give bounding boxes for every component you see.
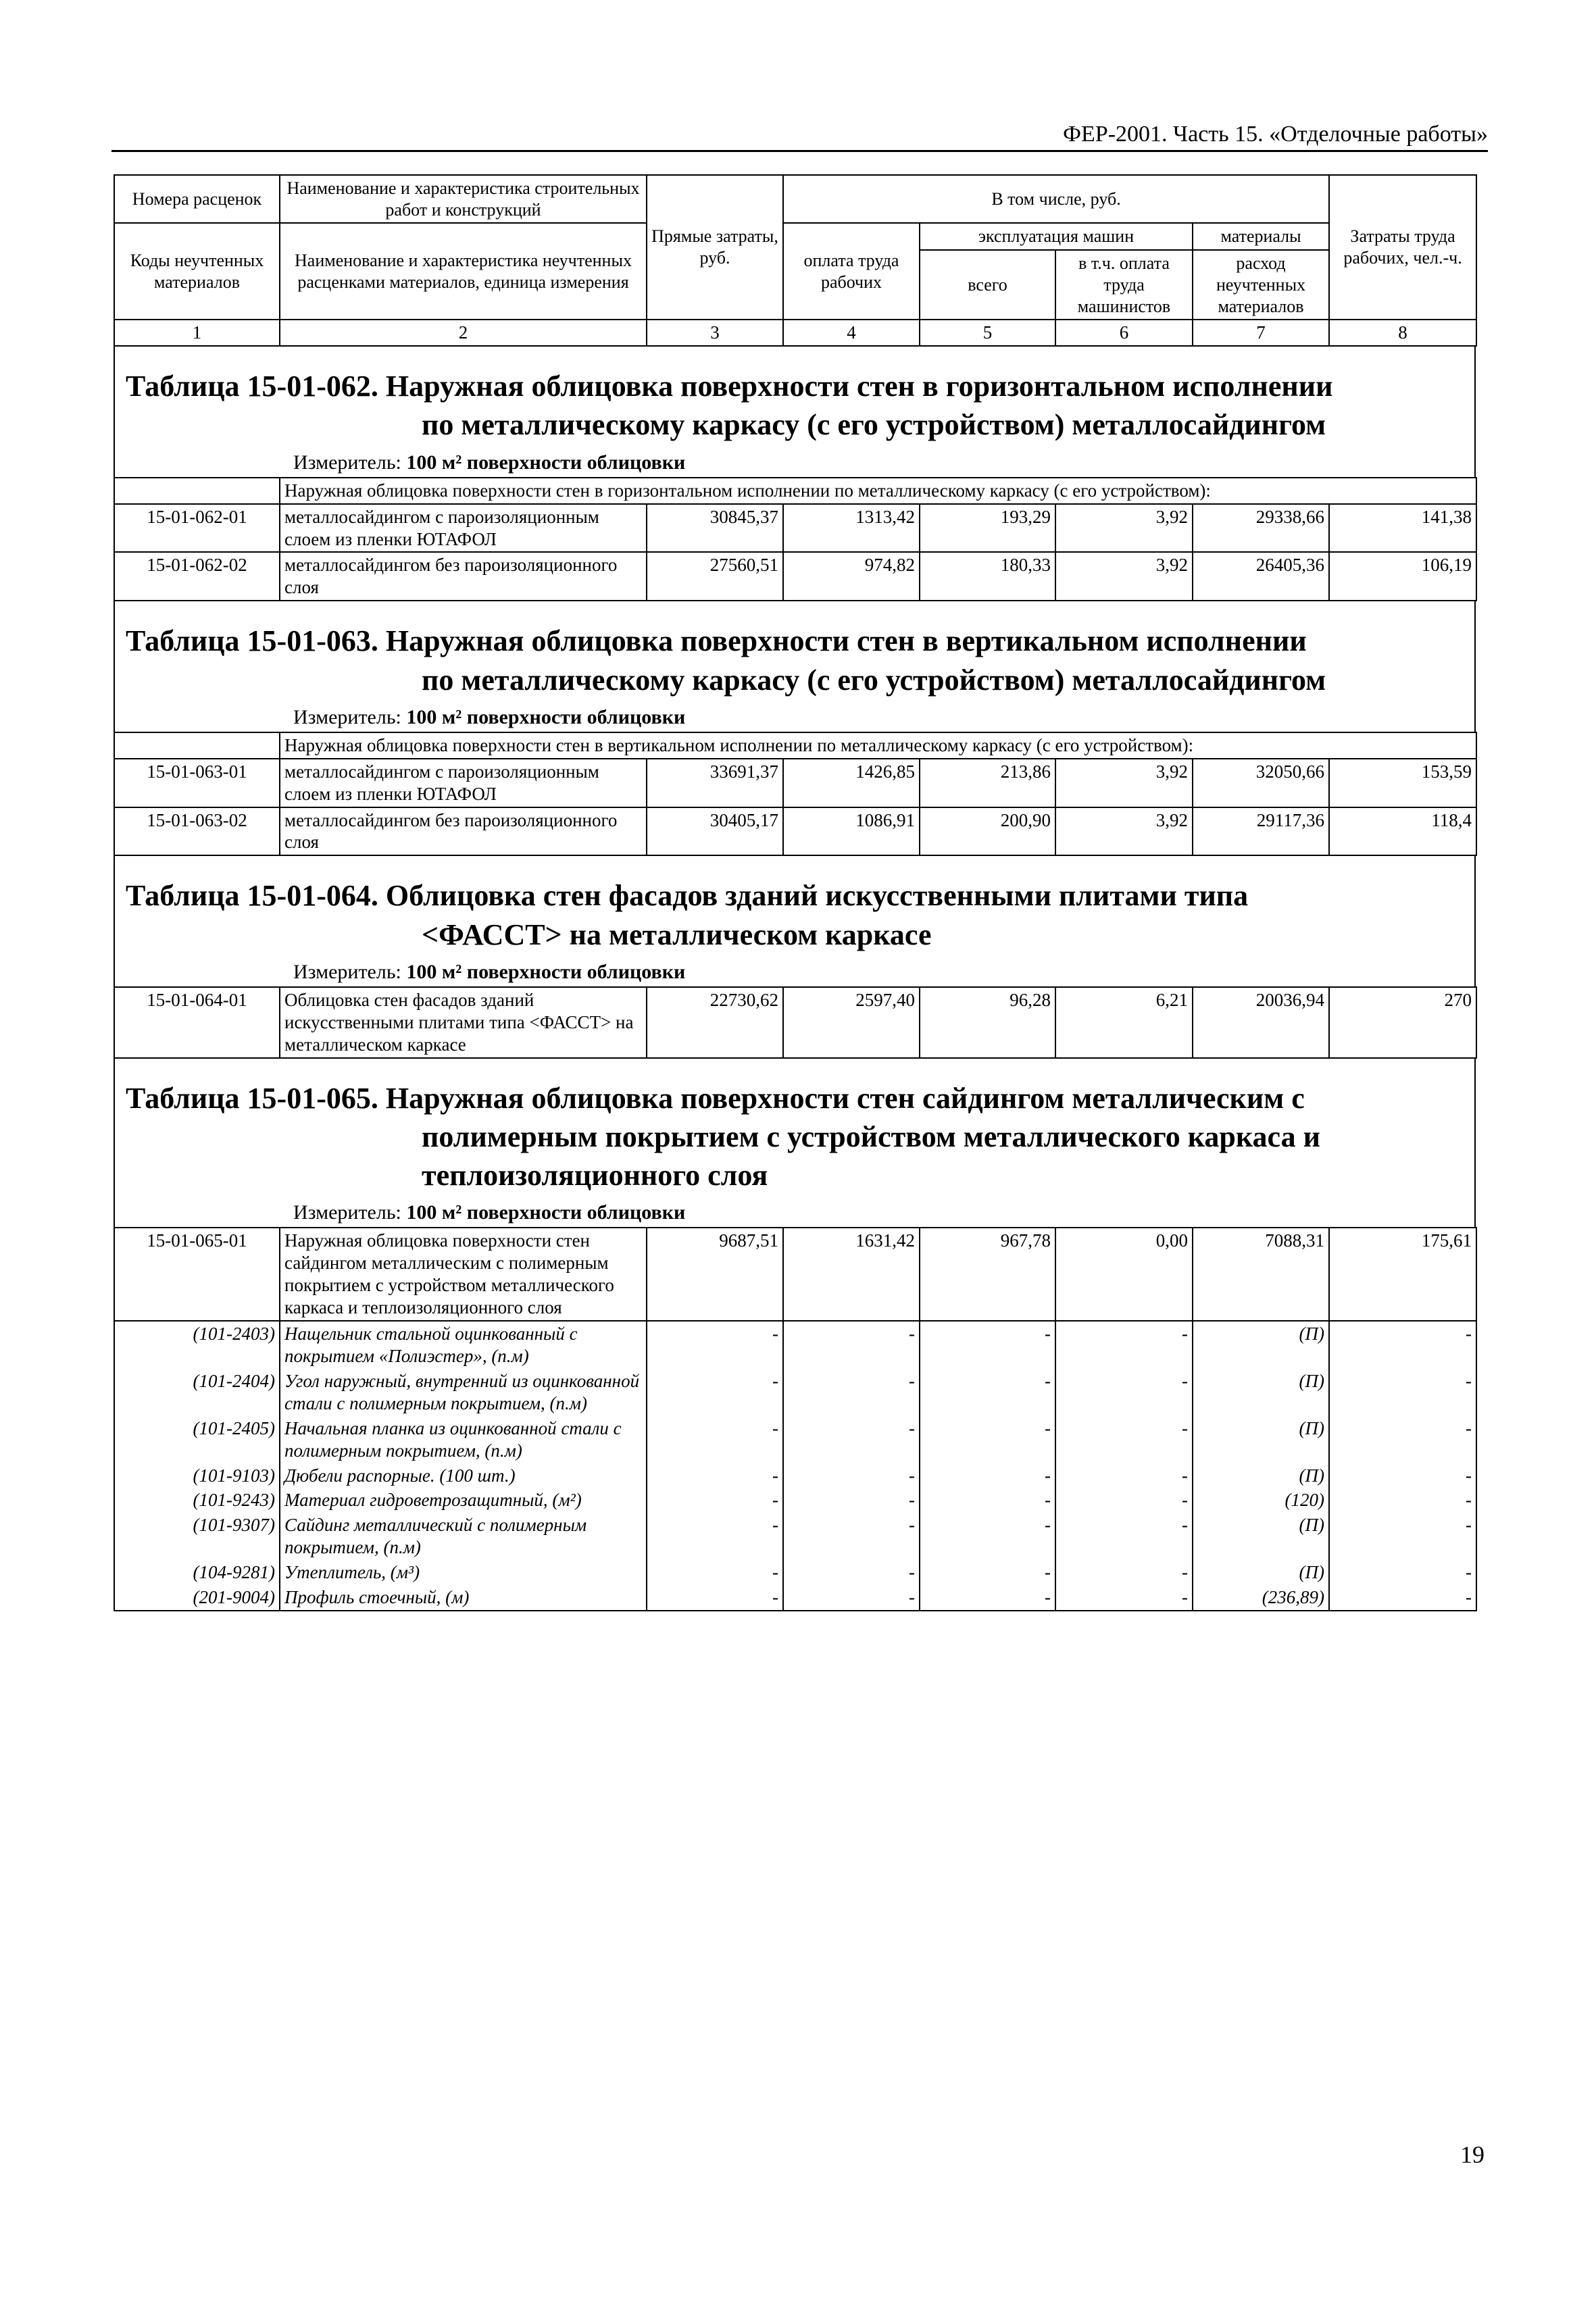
meter-value: 100 м² поверхности облицовки [406, 705, 686, 728]
material-value: - [920, 1560, 1055, 1585]
material-value: - [1329, 1513, 1476, 1560]
rate-value: 974,82 [783, 552, 920, 601]
material-value: - [1055, 1369, 1193, 1416]
rate-value: 1086,91 [783, 807, 920, 856]
column-index-row [114, 320, 1476, 346]
table-title-line: теплоизоляционного слоя [422, 1158, 768, 1192]
material-row [114, 1513, 1476, 1560]
rate-value: 32050,66 [1193, 759, 1329, 807]
table-title-line: полимерным покрытием с устройством металлического каркаса и [422, 1120, 1320, 1153]
rate-value: 967,78 [920, 1228, 1055, 1321]
col-index: 3 [647, 320, 783, 346]
material-code: (101-2403) [114, 1321, 280, 1369]
table-title-line: по металлическому каркасу (с его устройством) металлосайдингом [422, 663, 1326, 697]
material-name: Утеплитель, (м³) [280, 1560, 647, 1585]
price-table-section [114, 347, 1476, 601]
table-title-line: Таблица 15-01-062. Наружная облицовка поверхности стен в горизонтальном исполнении [126, 370, 1333, 403]
material-value: - [1055, 1560, 1193, 1585]
material-code: (101-9307) [114, 1513, 280, 1560]
material-row [114, 1369, 1476, 1416]
material-code: (101-9103) [114, 1463, 280, 1488]
col-index: 5 [920, 320, 1055, 346]
material-value: - [647, 1585, 783, 1611]
material-name: Сайдинг металлический с полимерным покрытием, (п.м) [280, 1513, 647, 1560]
rate-value: 30845,37 [647, 504, 783, 553]
rate-value: 1426,85 [783, 759, 920, 807]
table-title-line: <ФАССТ> на металлическом каркасе [422, 917, 932, 951]
rate-value: 1631,42 [783, 1228, 920, 1321]
rate-code: 15-01-065-01 [114, 1228, 280, 1321]
col-index: 1 [114, 320, 280, 346]
col-index: 2 [280, 320, 647, 346]
material-value: - [647, 1369, 783, 1416]
material-value: - [1055, 1416, 1193, 1463]
rate-name: металлосайдингом с пароизоляционным слоем из пленки ЮТАФОЛ [280, 759, 647, 807]
material-value: (П) [1193, 1369, 1329, 1416]
table-title [114, 347, 1476, 449]
table-title [114, 856, 1476, 959]
price-table-section [114, 1059, 1476, 1612]
rate-value: 141,38 [1329, 504, 1476, 553]
material-value: - [1055, 1513, 1193, 1560]
col-machines: эксплуатация машин [920, 223, 1193, 250]
material-value: - [1329, 1488, 1476, 1513]
material-row [114, 1560, 1476, 1585]
running-title: ФЕР-2001. Часть 15. «Отделочные работы» [1063, 122, 1488, 147]
material-value: - [1055, 1321, 1193, 1369]
col-code-bottom: Коды неучтенных материалов [114, 223, 280, 320]
material-value: - [647, 1416, 783, 1463]
table-meter [114, 450, 1476, 477]
table-title-line: Таблица 15-01-064. Облицовка стен фасадов зданий искусственными плитами типа [126, 879, 1249, 913]
material-row [114, 1416, 1476, 1463]
material-value: - [1055, 1488, 1193, 1513]
rate-code: 15-01-064-01 [114, 987, 280, 1058]
rate-value: 27560,51 [647, 552, 783, 601]
material-value: - [1329, 1416, 1476, 1463]
material-value: - [920, 1513, 1055, 1560]
document-body [114, 174, 1476, 1611]
rate-value: 29117,36 [1193, 807, 1329, 856]
material-value: - [920, 1585, 1055, 1611]
material-row [114, 1585, 1476, 1611]
meter-value: 100 м² поверхности облицовки [406, 960, 686, 983]
rate-value: 26405,36 [1193, 552, 1329, 601]
rate-value: 96,28 [920, 987, 1055, 1058]
material-value: - [920, 1369, 1055, 1416]
table-row [114, 807, 1476, 856]
rate-name: металлосайдингом без пароизоляционного слоя [280, 552, 647, 601]
material-value: (П) [1193, 1513, 1329, 1560]
material-value: (П) [1193, 1321, 1329, 1369]
rate-name: металлосайдингом без пароизоляционного слоя [280, 807, 647, 856]
material-value: - [1055, 1463, 1193, 1488]
material-code: (101-9243) [114, 1488, 280, 1513]
rate-name: Наружная облицовка поверхности стен сайдингом металлическим с полимерным покрытием с устройством металлического каркаса и теплоизоляционного слоя [280, 1228, 647, 1321]
header-rule [111, 150, 1488, 152]
rate-code: 15-01-063-02 [114, 807, 280, 856]
rate-name: Облицовка стен фасадов зданий искусственными плитами типа <ФАССТ> на металлическом каркасе [280, 987, 647, 1058]
material-value: - [783, 1321, 920, 1369]
table-title-line: Таблица 15-01-065. Наружная облицовка поверхности стен сайдингом металлическим с [126, 1081, 1305, 1115]
table-title [114, 1059, 1476, 1201]
meter-label: Измеритель: [293, 960, 401, 983]
table-row [114, 987, 1476, 1058]
rate-value: 3,92 [1055, 807, 1193, 856]
empty-cell [114, 478, 280, 504]
table-subhead: Наружная облицовка поверхности стен в вертикальном исполнении по металлическому каркасу (с его устройством): [280, 732, 1476, 759]
material-value: (П) [1193, 1560, 1329, 1585]
table-row [114, 504, 1476, 553]
rate-value: 175,61 [1329, 1228, 1476, 1321]
material-name: Дюбели распорные. (100 шт.) [280, 1463, 647, 1488]
material-code: (101-2404) [114, 1369, 280, 1416]
col-index: 7 [1193, 320, 1329, 346]
table-subhead-row [114, 478, 1476, 504]
rate-value: 153,59 [1329, 759, 1476, 807]
material-value: - [920, 1416, 1055, 1463]
rate-value: 118,4 [1329, 807, 1476, 856]
col-workers-pay: оплата труда рабочих [783, 223, 920, 320]
rate-code: 15-01-062-02 [114, 552, 280, 601]
rate-value: 22730,62 [647, 987, 783, 1058]
material-name: Нащельник стальной оцинкованный с покрытием «Полиэстер», (п.м) [280, 1321, 647, 1369]
rate-value: 270 [1329, 987, 1476, 1058]
material-value: (П) [1193, 1416, 1329, 1463]
rate-value: 0,00 [1055, 1228, 1193, 1321]
rate-value: 180,33 [920, 552, 1055, 601]
rate-value: 1313,42 [783, 504, 920, 553]
rate-value: 30405,17 [647, 807, 783, 856]
material-value: - [1329, 1369, 1476, 1416]
material-value: - [783, 1488, 920, 1513]
price-table [114, 732, 1477, 857]
material-row [114, 1463, 1476, 1488]
material-value: - [1329, 1585, 1476, 1611]
col-machinists-pay: в т.ч. оплата труда машинистов [1055, 250, 1193, 320]
material-value: (120) [1193, 1488, 1329, 1513]
material-value: - [783, 1513, 920, 1560]
price-table [114, 477, 1477, 602]
material-name: Материал гидроветрозащитный, (м²) [280, 1488, 647, 1513]
rate-value: 7088,31 [1193, 1228, 1329, 1321]
material-value: - [1329, 1321, 1476, 1369]
rate-code: 15-01-063-01 [114, 759, 280, 807]
col-labor: Затраты труда рабочих, чел.-ч. [1329, 175, 1476, 320]
col-materials: материалы [1193, 223, 1329, 250]
rate-value: 9687,51 [647, 1228, 783, 1321]
price-table-section [114, 856, 1476, 1058]
rate-value: 213,86 [920, 759, 1055, 807]
material-value: - [920, 1321, 1055, 1369]
column-header-table [114, 174, 1477, 347]
material-name: Профиль стоечный, (м) [280, 1585, 647, 1611]
col-materials-usage: расход неучтенных материалов [1193, 250, 1329, 320]
material-value: - [647, 1321, 783, 1369]
material-value: - [647, 1513, 783, 1560]
rate-value: 3,92 [1055, 504, 1193, 553]
rate-value: 200,90 [920, 807, 1055, 856]
table-title-line: по металлическому каркасу (с его устройством) металлосайдингом [422, 408, 1326, 442]
table-meter [114, 705, 1476, 732]
col-name-top: Наименование и характеристика строительных работ и конструкций [280, 175, 647, 223]
page-number: 19 [1460, 2141, 1485, 2168]
col-index: 8 [1329, 320, 1476, 346]
price-table-section [114, 601, 1476, 856]
meter-value: 100 м² поверхности облицовки [406, 451, 686, 474]
table-meter [114, 959, 1476, 986]
rate-name: металлосайдингом с пароизоляционным слоем из пленки ЮТАФОЛ [280, 504, 647, 553]
col-name-bottom: Наименование и характеристика неучтенных расценками материалов, единица измерения [280, 223, 647, 320]
material-value: (П) [1193, 1463, 1329, 1488]
material-value: - [783, 1585, 920, 1611]
material-value: - [1329, 1463, 1476, 1488]
meter-label: Измеритель: [293, 1201, 401, 1224]
table-subhead-row [114, 732, 1476, 759]
material-value: - [783, 1463, 920, 1488]
col-incl: В том числе, руб. [783, 175, 1329, 223]
material-code: (104-9281) [114, 1560, 280, 1585]
meter-label: Измеритель: [293, 451, 401, 474]
table-title [114, 601, 1476, 704]
price-table [114, 986, 1477, 1059]
table-row [114, 1228, 1476, 1321]
table-meter [114, 1200, 1476, 1227]
material-code: (201-9004) [114, 1585, 280, 1611]
material-value: - [783, 1416, 920, 1463]
table-row [114, 552, 1476, 601]
rate-value: 20036,94 [1193, 987, 1329, 1058]
price-tables [114, 347, 1476, 1611]
material-name: Начальная планка из оцинкованной стали с полимерным покрытием, (п.м) [280, 1416, 647, 1463]
table-title-line: Таблица 15-01-063. Наружная облицовка поверхности стен в вертикальном исполнении [126, 624, 1307, 658]
material-row [114, 1321, 1476, 1369]
col-machines-total: всего [920, 250, 1055, 320]
material-value: - [920, 1463, 1055, 1488]
rate-value: 106,19 [1329, 552, 1476, 601]
price-table [114, 1227, 1477, 1611]
table-row [114, 759, 1476, 807]
material-value: - [1329, 1560, 1476, 1585]
material-value: - [1055, 1585, 1193, 1611]
col-index: 4 [783, 320, 920, 346]
col-code-top: Номера расценок [114, 175, 280, 223]
material-value: - [783, 1369, 920, 1416]
rate-value: 2597,40 [783, 987, 920, 1058]
col-index: 6 [1055, 320, 1193, 346]
material-value: - [920, 1488, 1055, 1513]
empty-cell [114, 732, 280, 759]
rate-value: 3,92 [1055, 552, 1193, 601]
rate-value: 29338,66 [1193, 504, 1329, 553]
rate-value: 193,29 [920, 504, 1055, 553]
meter-label: Измеритель: [293, 705, 401, 728]
material-name: Угол наружный, внутренний из оцинкованной стали с полимерным покрытием, (п.м) [280, 1369, 647, 1416]
material-value: - [647, 1463, 783, 1488]
rate-value: 6,21 [1055, 987, 1193, 1058]
meter-value: 100 м² поверхности облицовки [406, 1201, 686, 1224]
material-value: - [783, 1560, 920, 1585]
rate-value: 3,92 [1055, 759, 1193, 807]
material-value: - [647, 1560, 783, 1585]
material-value: - [647, 1488, 783, 1513]
material-code: (101-2405) [114, 1416, 280, 1463]
rate-code: 15-01-062-01 [114, 504, 280, 553]
col-direct: Прямые затраты, руб. [647, 175, 783, 320]
material-row [114, 1488, 1476, 1513]
material-value: (236,89) [1193, 1585, 1329, 1611]
table-subhead: Наружная облицовка поверхности стен в горизонтальном исполнении по металлическому каркасу (с его устройством): [280, 478, 1476, 504]
rate-value: 33691,37 [647, 759, 783, 807]
